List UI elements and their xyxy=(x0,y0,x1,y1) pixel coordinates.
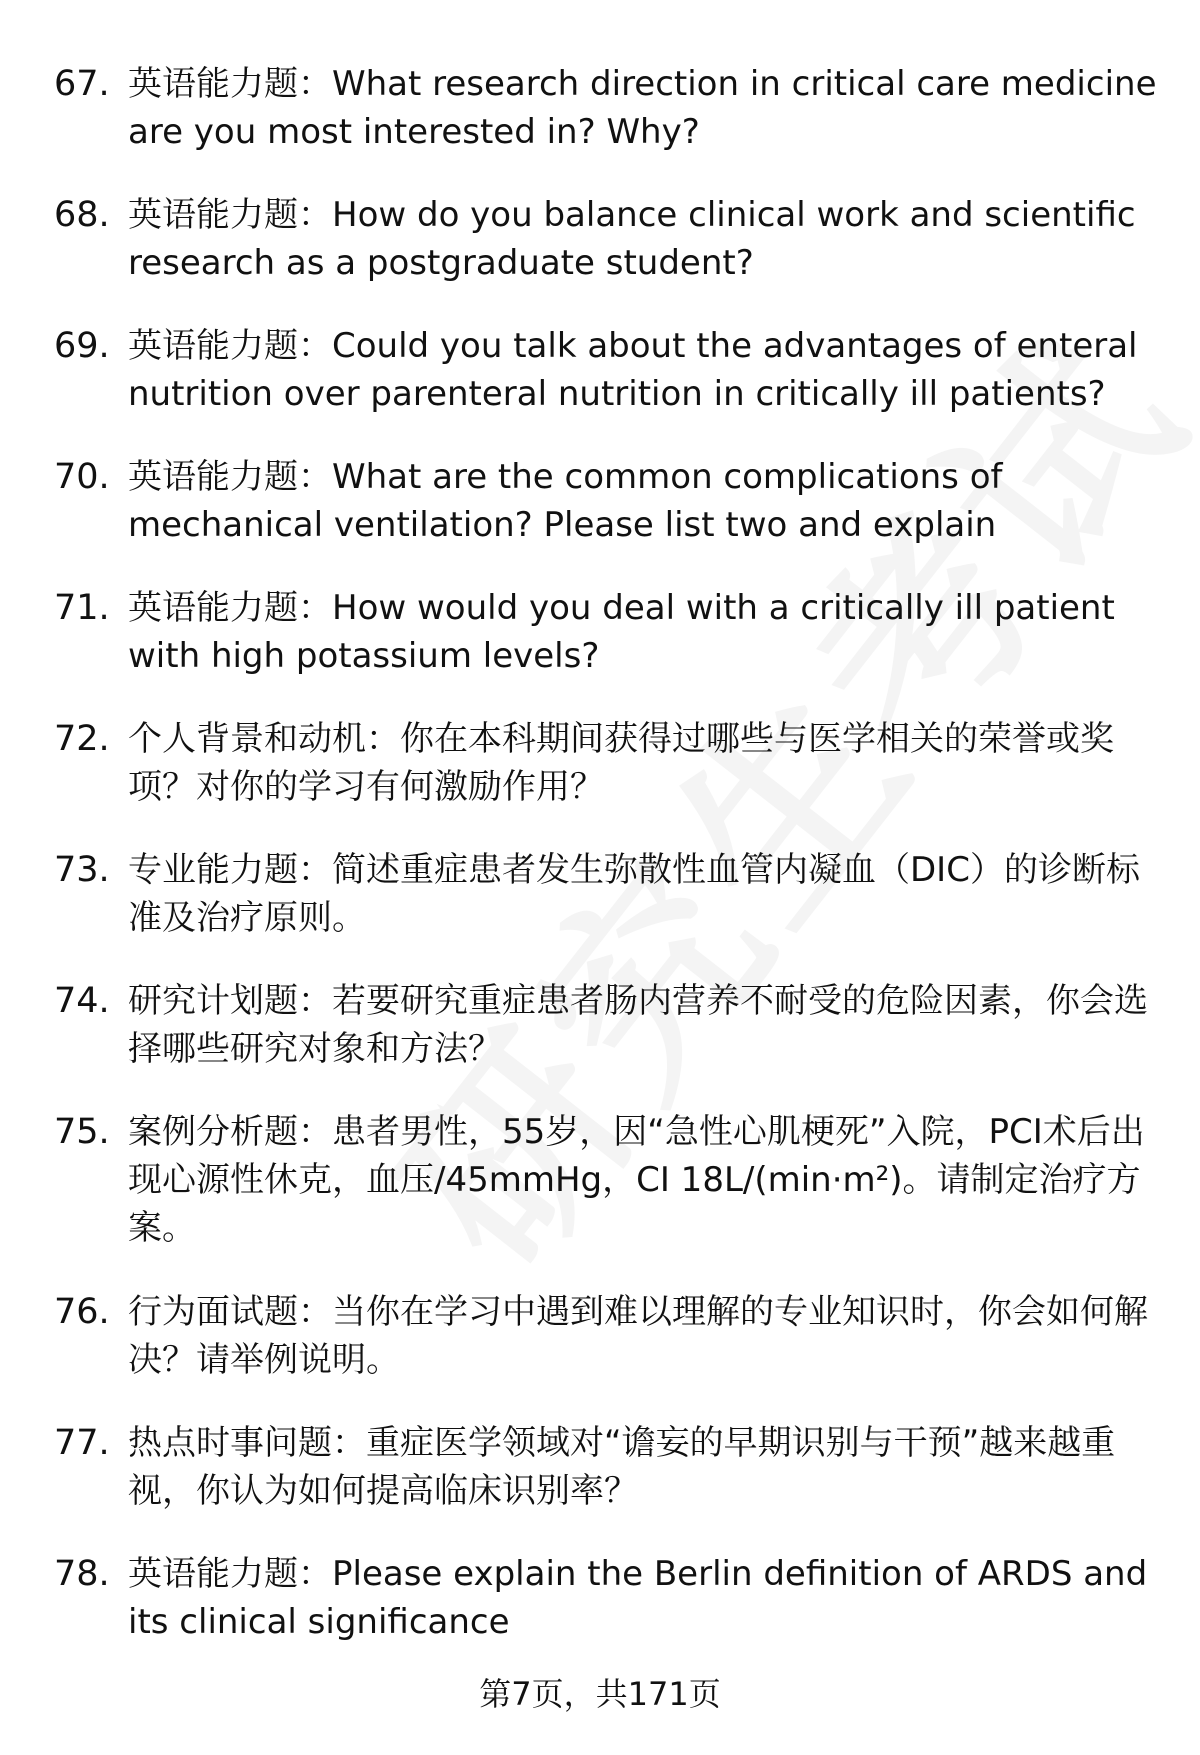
question-number: 77. xyxy=(54,1423,110,1463)
question-number: 68. xyxy=(54,195,110,235)
question-number: 70. xyxy=(54,457,110,497)
question-item xyxy=(0,453,1200,584)
question-number: 72. xyxy=(54,719,110,759)
question-number: 76. xyxy=(54,1292,110,1332)
question-number: 73. xyxy=(54,850,110,890)
question-number: 67. xyxy=(54,64,110,104)
question-text: 英语能力题：Please explain the Berlin definition of ARDS and its clinical significance xyxy=(128,1554,1148,1642)
question-text: 英语能力题：What are the common complications of mechanical ventilation? Please list two and explain xyxy=(128,457,1003,545)
question-text: 行为面试题：当你在学习中遇到难以理解的专业知识时，你会如何解决？请举例说明。 xyxy=(128,1292,1148,1380)
question-text: 英语能力题：How would you deal with a critically ill patient with high potassium levels? xyxy=(128,588,1115,676)
question-text: 研究计划题：若要研究重症患者肠内营养不耐受的危险因素，你会选择哪些研究对象和方法？ xyxy=(128,981,1148,1069)
question-number: 78. xyxy=(54,1554,110,1594)
question-text: 英语能力题：Could you talk about the advantages of enteral nutrition over parenteral nutrition in critically ill patients? xyxy=(128,326,1138,414)
question-item xyxy=(0,1108,1200,1288)
question-text: 热点时事问题：重症医学领域对“谵妄的早期识别与干预”越来越重视，你认为如何提高临床识别率？ xyxy=(128,1423,1116,1511)
question-item xyxy=(0,60,1200,191)
question-text: 案例分析题：患者男性，55岁，因“急性心肌梗死”入院，PCI术后出现心源性休克，血压/45mmHg，CI 18L/(min·m²)。请制定治疗方案。 xyxy=(128,1112,1145,1248)
question-item xyxy=(0,1419,1200,1550)
question-item xyxy=(0,584,1200,715)
question-text: 英语能力题：What research direction in critical care medicine are you most interested in? Why? xyxy=(128,64,1157,152)
page-footer: 第7页，共171页 xyxy=(479,1675,721,1713)
question-number: 69. xyxy=(54,326,110,366)
question-number: 74. xyxy=(54,981,110,1021)
question-text: 个人背景和动机：你在本科期间获得过哪些与医学相关的荣誉或奖项？对你的学习有何激励作用？ xyxy=(128,719,1114,807)
question-number: 71. xyxy=(54,588,110,628)
question-item xyxy=(0,846,1200,977)
question-list xyxy=(0,60,1200,1681)
question-item xyxy=(0,1550,1200,1681)
question-item xyxy=(0,1288,1200,1419)
question-text: 专业能力题：简述重症患者发生弥散性血管内凝血（DIC）的诊断标准及治疗原则。 xyxy=(128,850,1140,938)
question-item xyxy=(0,322,1200,453)
question-number: 75. xyxy=(54,1112,110,1152)
question-item xyxy=(0,191,1200,322)
question-item xyxy=(0,715,1200,846)
question-item xyxy=(0,977,1200,1108)
question-text: 英语能力题：How do you balance clinical work and scientific research as a postgraduate student? xyxy=(128,195,1136,283)
